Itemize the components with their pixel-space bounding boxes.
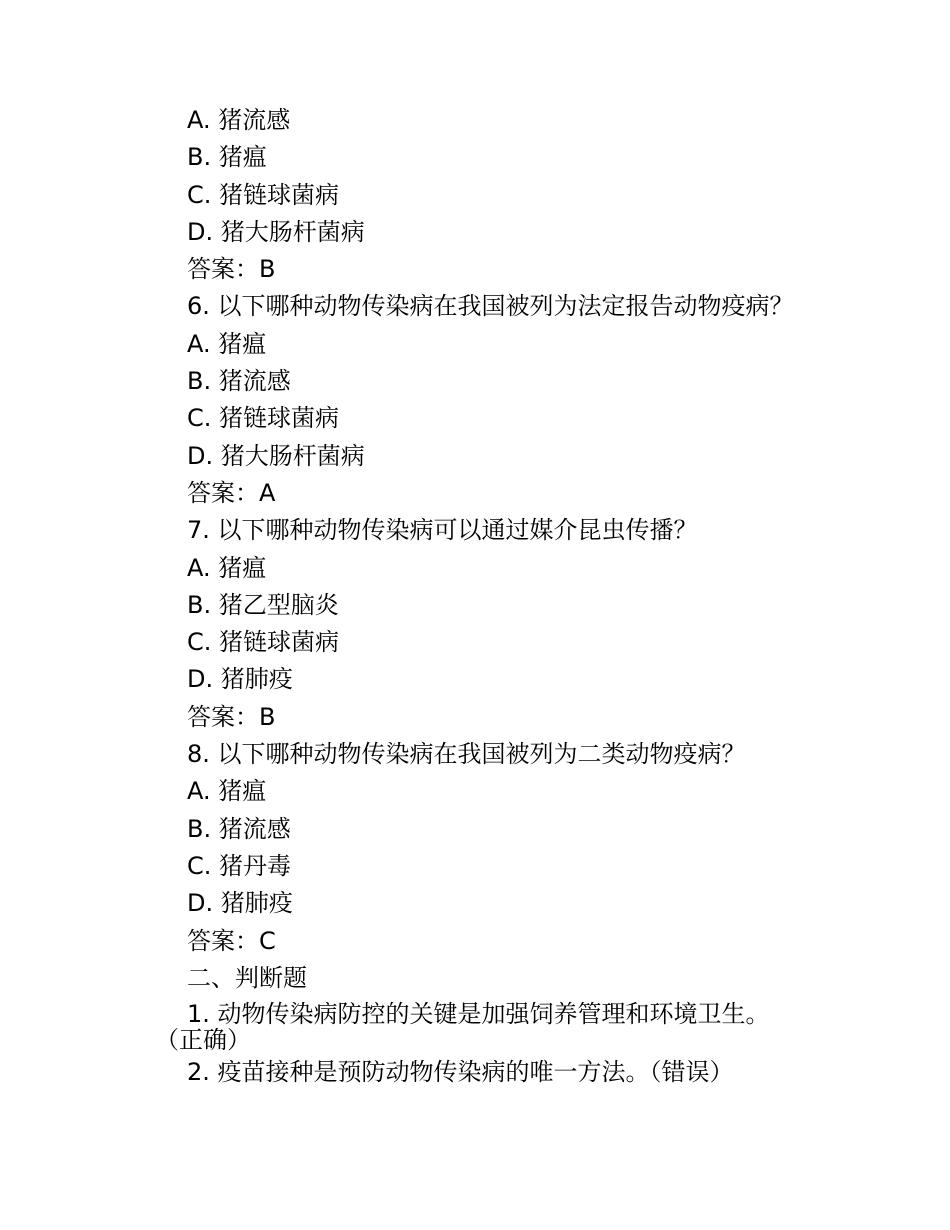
judge-item-1 [155, 1000, 867, 1055]
judge-item-2: 2. 疫苗接种是预防动物传染病的唯一方法。（错误） [187, 1058, 734, 1087]
document-content [155, 102, 867, 1091]
option-c: C. 猪链球菌病 [187, 628, 340, 657]
option-c: C. 猪链球菌病 [187, 180, 340, 209]
option-d: D. 猪肺疫 [187, 889, 293, 918]
option-c: C. 猪链球菌病 [187, 404, 340, 433]
option-a: A. 猪流感 [187, 106, 291, 134]
question-7: 7. 以下哪种动物传染病可以通过媒介昆虫传播？ [187, 516, 698, 545]
section-heading-true-false: 二、判断题 [187, 963, 307, 992]
option-a: A. 猪瘟 [187, 777, 267, 806]
answer: 答案：C [187, 926, 276, 955]
answer: 答案：B [187, 702, 276, 731]
answer: 答案：A [187, 478, 276, 507]
option-c: C. 猪丹毒 [187, 851, 292, 880]
option-a: A. 猪瘟 [187, 329, 267, 358]
judge-item-1-verdict: （正确） [155, 1026, 251, 1055]
option-b: B. 猪瘟 [187, 143, 267, 172]
question-8: 8. 以下哪种动物传染病在我国被列为二类动物疫病？ [187, 740, 746, 769]
judge-item-1-statement: 1. 动物传染病防控的关键是加强饲养管理和环境卫生。 [187, 1000, 770, 1029]
question-6: 6. 以下哪种动物传染病在我国被列为法定报告动物疫病？ [187, 292, 794, 321]
option-d: D. 猪大肠杆菌病 [187, 441, 365, 470]
option-b: B. 猪流感 [187, 367, 291, 396]
option-d: D. 猪肺疫 [187, 665, 293, 694]
option-b: B. 猪流感 [187, 814, 291, 843]
option-b: B. 猪乙型脑炎 [187, 590, 339, 619]
option-a: A. 猪瘟 [187, 553, 267, 582]
option-d: D. 猪大肠杆菌病 [187, 217, 365, 246]
answer: 答案：B [187, 255, 276, 284]
